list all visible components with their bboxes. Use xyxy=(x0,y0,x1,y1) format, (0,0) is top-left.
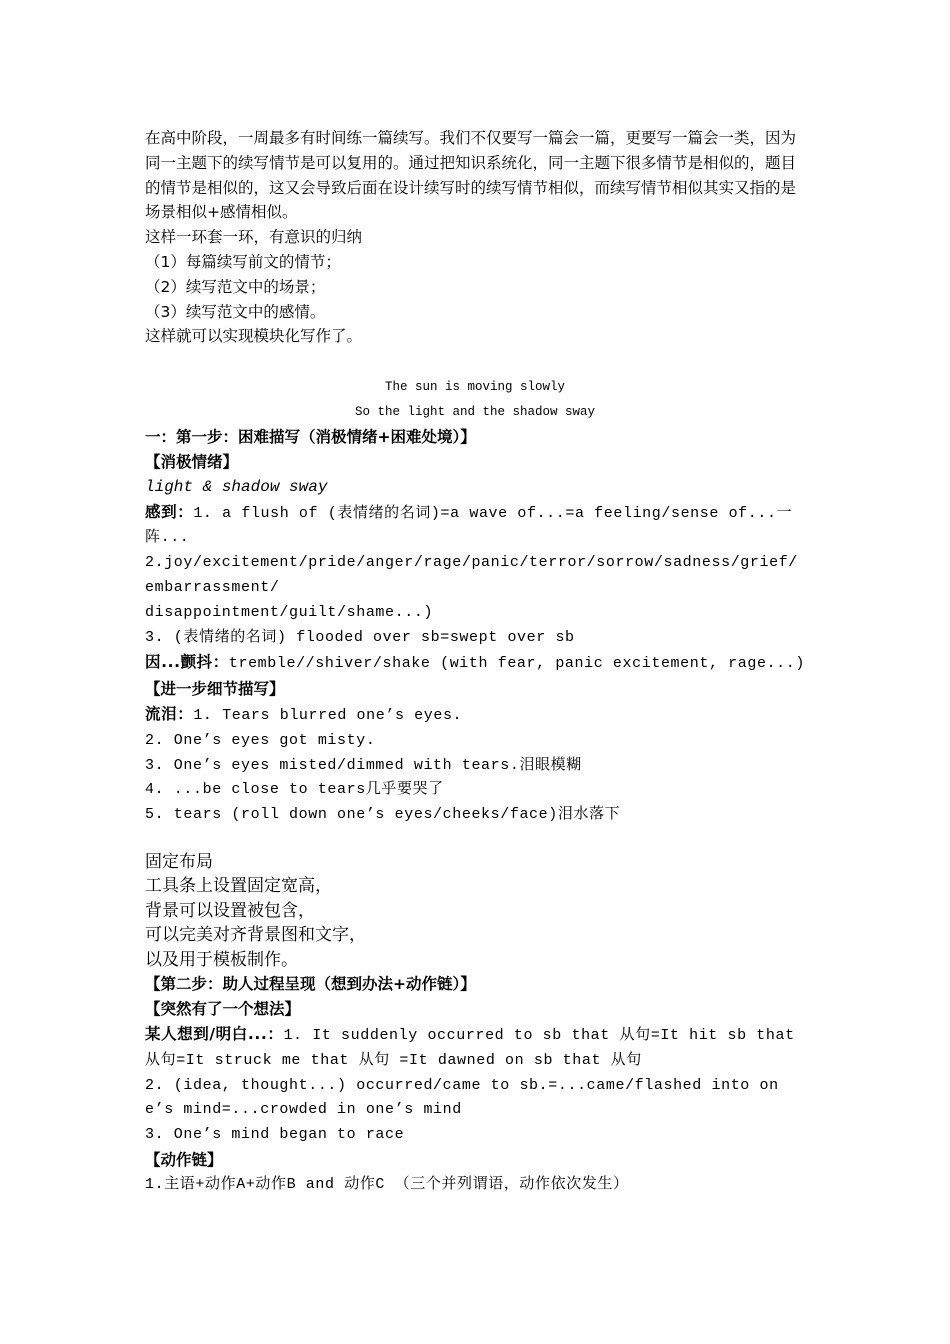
idea-entry xyxy=(145,1022,805,1074)
tears-2: 2. One’s eyes got misty. xyxy=(145,731,376,749)
tremble-entry xyxy=(145,650,805,677)
tears-entry xyxy=(145,702,805,729)
tears-label: 流泪： xyxy=(145,704,194,723)
idea-text-1: 1. It suddenly occurred to sb that 从句=It hit sb that 从句=It struck me that 从句 =It dawned on sb that 从句 xyxy=(145,1027,795,1069)
idea-3: 3. One’s mind began to race xyxy=(145,1126,405,1144)
intro-conclusion: 这样就可以实现模块化写作了。 xyxy=(145,327,363,346)
chain-1: 1.主语+动作A+动作B and 动作C （三个并列谓语，动作依次发生） xyxy=(145,1175,629,1193)
feel-text: 1. a flush of (表情绪的名词)=a wave of...=a feeling/sense of...一阵... xyxy=(145,504,793,547)
tears-text-1: 1. Tears blurred one’s eyes. xyxy=(193,706,463,724)
step2-heading: 【第二步：助人过程呈现（想到办法+动作链）】 xyxy=(145,975,476,994)
tears-3: 3. One’s eyes misted/dimmed with tears.泪眼模糊 xyxy=(145,756,582,774)
intro-paragraph: 在高中阶段，一周最多有时间练一篇续写。我们不仅要写一篇会一篇，更要写一篇会一类，因为同一主题下的续写情节是可以复用的。通过把知识系统化，同一主题下很多情节是相似的，题目的情节是相似的，这又会导致后面在设计续写时的续写情节相似，而续写情节相似其实又指的是场景相似+感情相似。 xyxy=(145,129,797,222)
layout-note-3: 背景可以设置被包含， xyxy=(145,900,315,921)
step2-sub-chain: 【动作链】 xyxy=(145,1151,223,1169)
feel-list: 2.joy/excitement/pride/anger/rage/panic/terror/sorrow/sadness/grief/embarrassment/ xyxy=(145,554,798,596)
feel-label: 感到： xyxy=(145,502,194,521)
intro-item-1: （1）每篇续写前文的情节； xyxy=(145,252,341,271)
tremble-label: 因...颤抖： xyxy=(145,653,229,672)
step1-italic-line: light & shadow sway xyxy=(145,477,328,496)
layout-note-2: 工具条上设置固定宽高， xyxy=(145,876,332,897)
document-page xyxy=(145,126,805,1198)
step1-sub-negative-emotion: 【消极情绪】 xyxy=(145,452,239,471)
layout-note-1: 固定布局 xyxy=(145,851,213,872)
intro-line: 这样一环套一环，有意识的归纳 xyxy=(145,228,363,247)
tears-4: 4. ...be close to tears几乎要哭了 xyxy=(145,781,444,799)
feel-entry xyxy=(145,500,805,552)
feel-flooded: 3. (表情绪的名词) flooded over sb=swept over sb xyxy=(145,628,575,646)
tremble-text: tremble//shiver/shake (with fear, panic excitement, rage...) xyxy=(228,655,805,673)
poem-line-1: The sun is moving slowly xyxy=(384,380,566,395)
step1-sub-detail: 【进一步细节描写】 xyxy=(145,680,285,699)
feel-list-cont: disappointment/guilt/shame...) xyxy=(145,603,434,621)
tears-5: 5. tears (roll down one’s eyes/cheeks/face)泪水落下 xyxy=(145,806,621,824)
layout-note-4: 可以完美对齐背景图和文字， xyxy=(145,925,366,946)
intro-item-3: （3）续写范文中的感情。 xyxy=(145,302,326,321)
idea-2: 2. (idea, thought...) occurred/came to sb.=...came/flashed into one’s mind=...crowded in one’s mind xyxy=(145,1076,779,1119)
intro-item-2: （2）续写范文中的场景； xyxy=(145,277,326,296)
layout-note-5: 以及用于模板制作。 xyxy=(145,949,298,970)
idea-label: 某人想到/明白...： xyxy=(145,1025,284,1044)
step1-heading: 一：第一步：困难描写（消极情绪+困难处境）】 xyxy=(145,428,476,447)
step2-sub-idea: 【突然有了一个想法】 xyxy=(145,1000,301,1019)
poem-line-2: So the light and the shadow sway xyxy=(354,405,596,420)
